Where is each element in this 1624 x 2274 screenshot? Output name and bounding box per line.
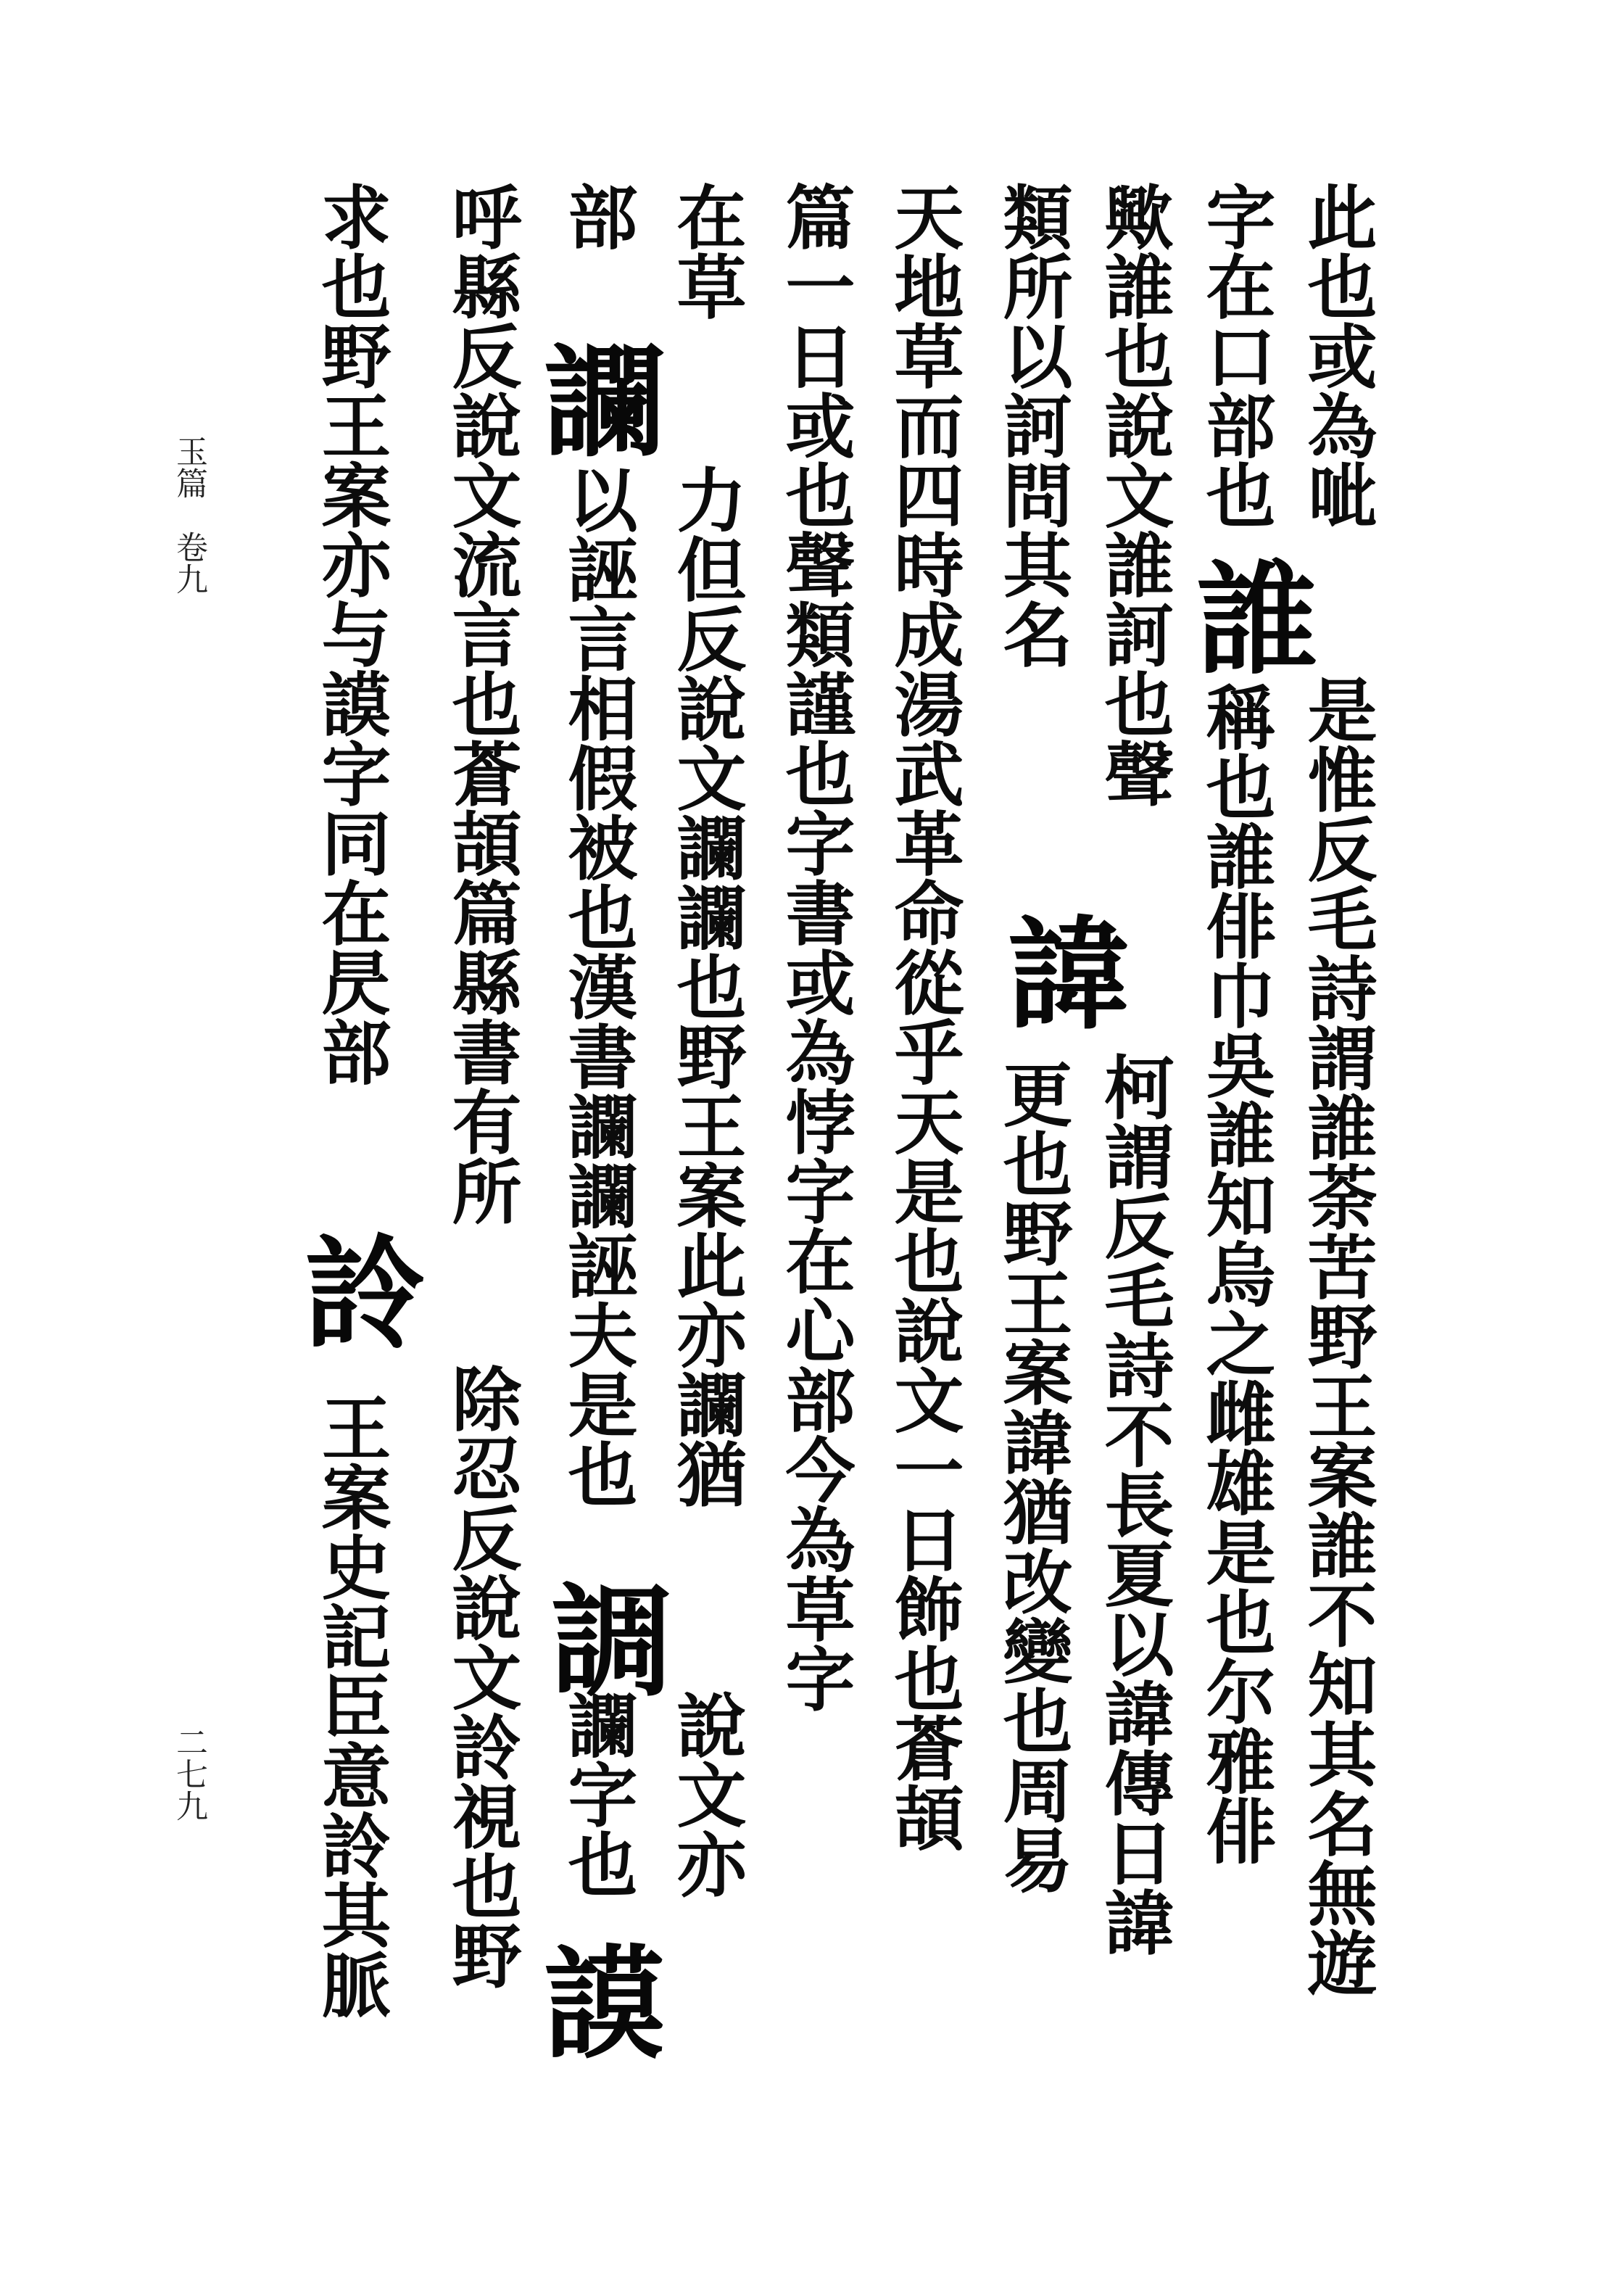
text-column-18: 讕字也 (557, 1690, 639, 1898)
text-column-4: 類所以訶問其名 (992, 181, 1074, 669)
headword-4: 調 (551, 1570, 673, 1713)
text-column-11: 是惟反毛詩謂誰荼苦野王案誰不知其名無遊 (1296, 674, 1378, 1997)
text-column-3: 歟誰也說文誰訶也聲 (1093, 181, 1175, 808)
text-column-13: 柯謂反毛詩不長夏以諱傳日諱 (1093, 1051, 1175, 1956)
headword-1: 誰 (1196, 547, 1318, 691)
headword-6: 謨 (544, 1932, 666, 2076)
text-column-9: 呼縣反說文流言也蒼頡篇縣書有所 (441, 181, 523, 1225)
book-title: 玉篇 卷九 (170, 435, 207, 595)
text-column-6: 篇一日或也聲類謹也字書或為悖字在心部今為草字 (774, 181, 856, 1713)
text-column-16: 以誣言相假被也漢書讕讕誣夫是也 (557, 464, 639, 1508)
text-column-15: 力但反說文讕讕也野王案此亦讕猶 (666, 464, 747, 1508)
headword-2: 諱 (1008, 903, 1130, 1046)
text-column-5: 天地草而四時成湯武革命從乎天是也說文一日飾也蒼頡 (883, 181, 965, 1852)
text-column-20: 王案史記臣意詅其脈 (310, 1392, 392, 2019)
text-column-1: 此也或為呲 (1296, 181, 1378, 529)
text-column-12: 稱也誰俳巾吳誰知烏之雌雄是也尔雅俳 (1195, 682, 1277, 1865)
text-column-2: 字在口部也 (1195, 181, 1277, 529)
text-column-19: 除忍反說文詅視也野 (441, 1363, 523, 1990)
text-column-7: 在草 (666, 181, 747, 321)
headword-5: 詅 (304, 1222, 426, 1365)
page-number: 二七九 (170, 1726, 207, 1822)
text-column-10: 求也野王案亦与謨字同在昃部 (310, 181, 392, 1086)
headword-3: 讕 (544, 330, 666, 474)
text-column-8: 部 (557, 181, 639, 251)
text-column-17: 說文亦 (666, 1690, 747, 1898)
text-column-14: 更也野王案諱猶改變也周易 (992, 1059, 1074, 1894)
